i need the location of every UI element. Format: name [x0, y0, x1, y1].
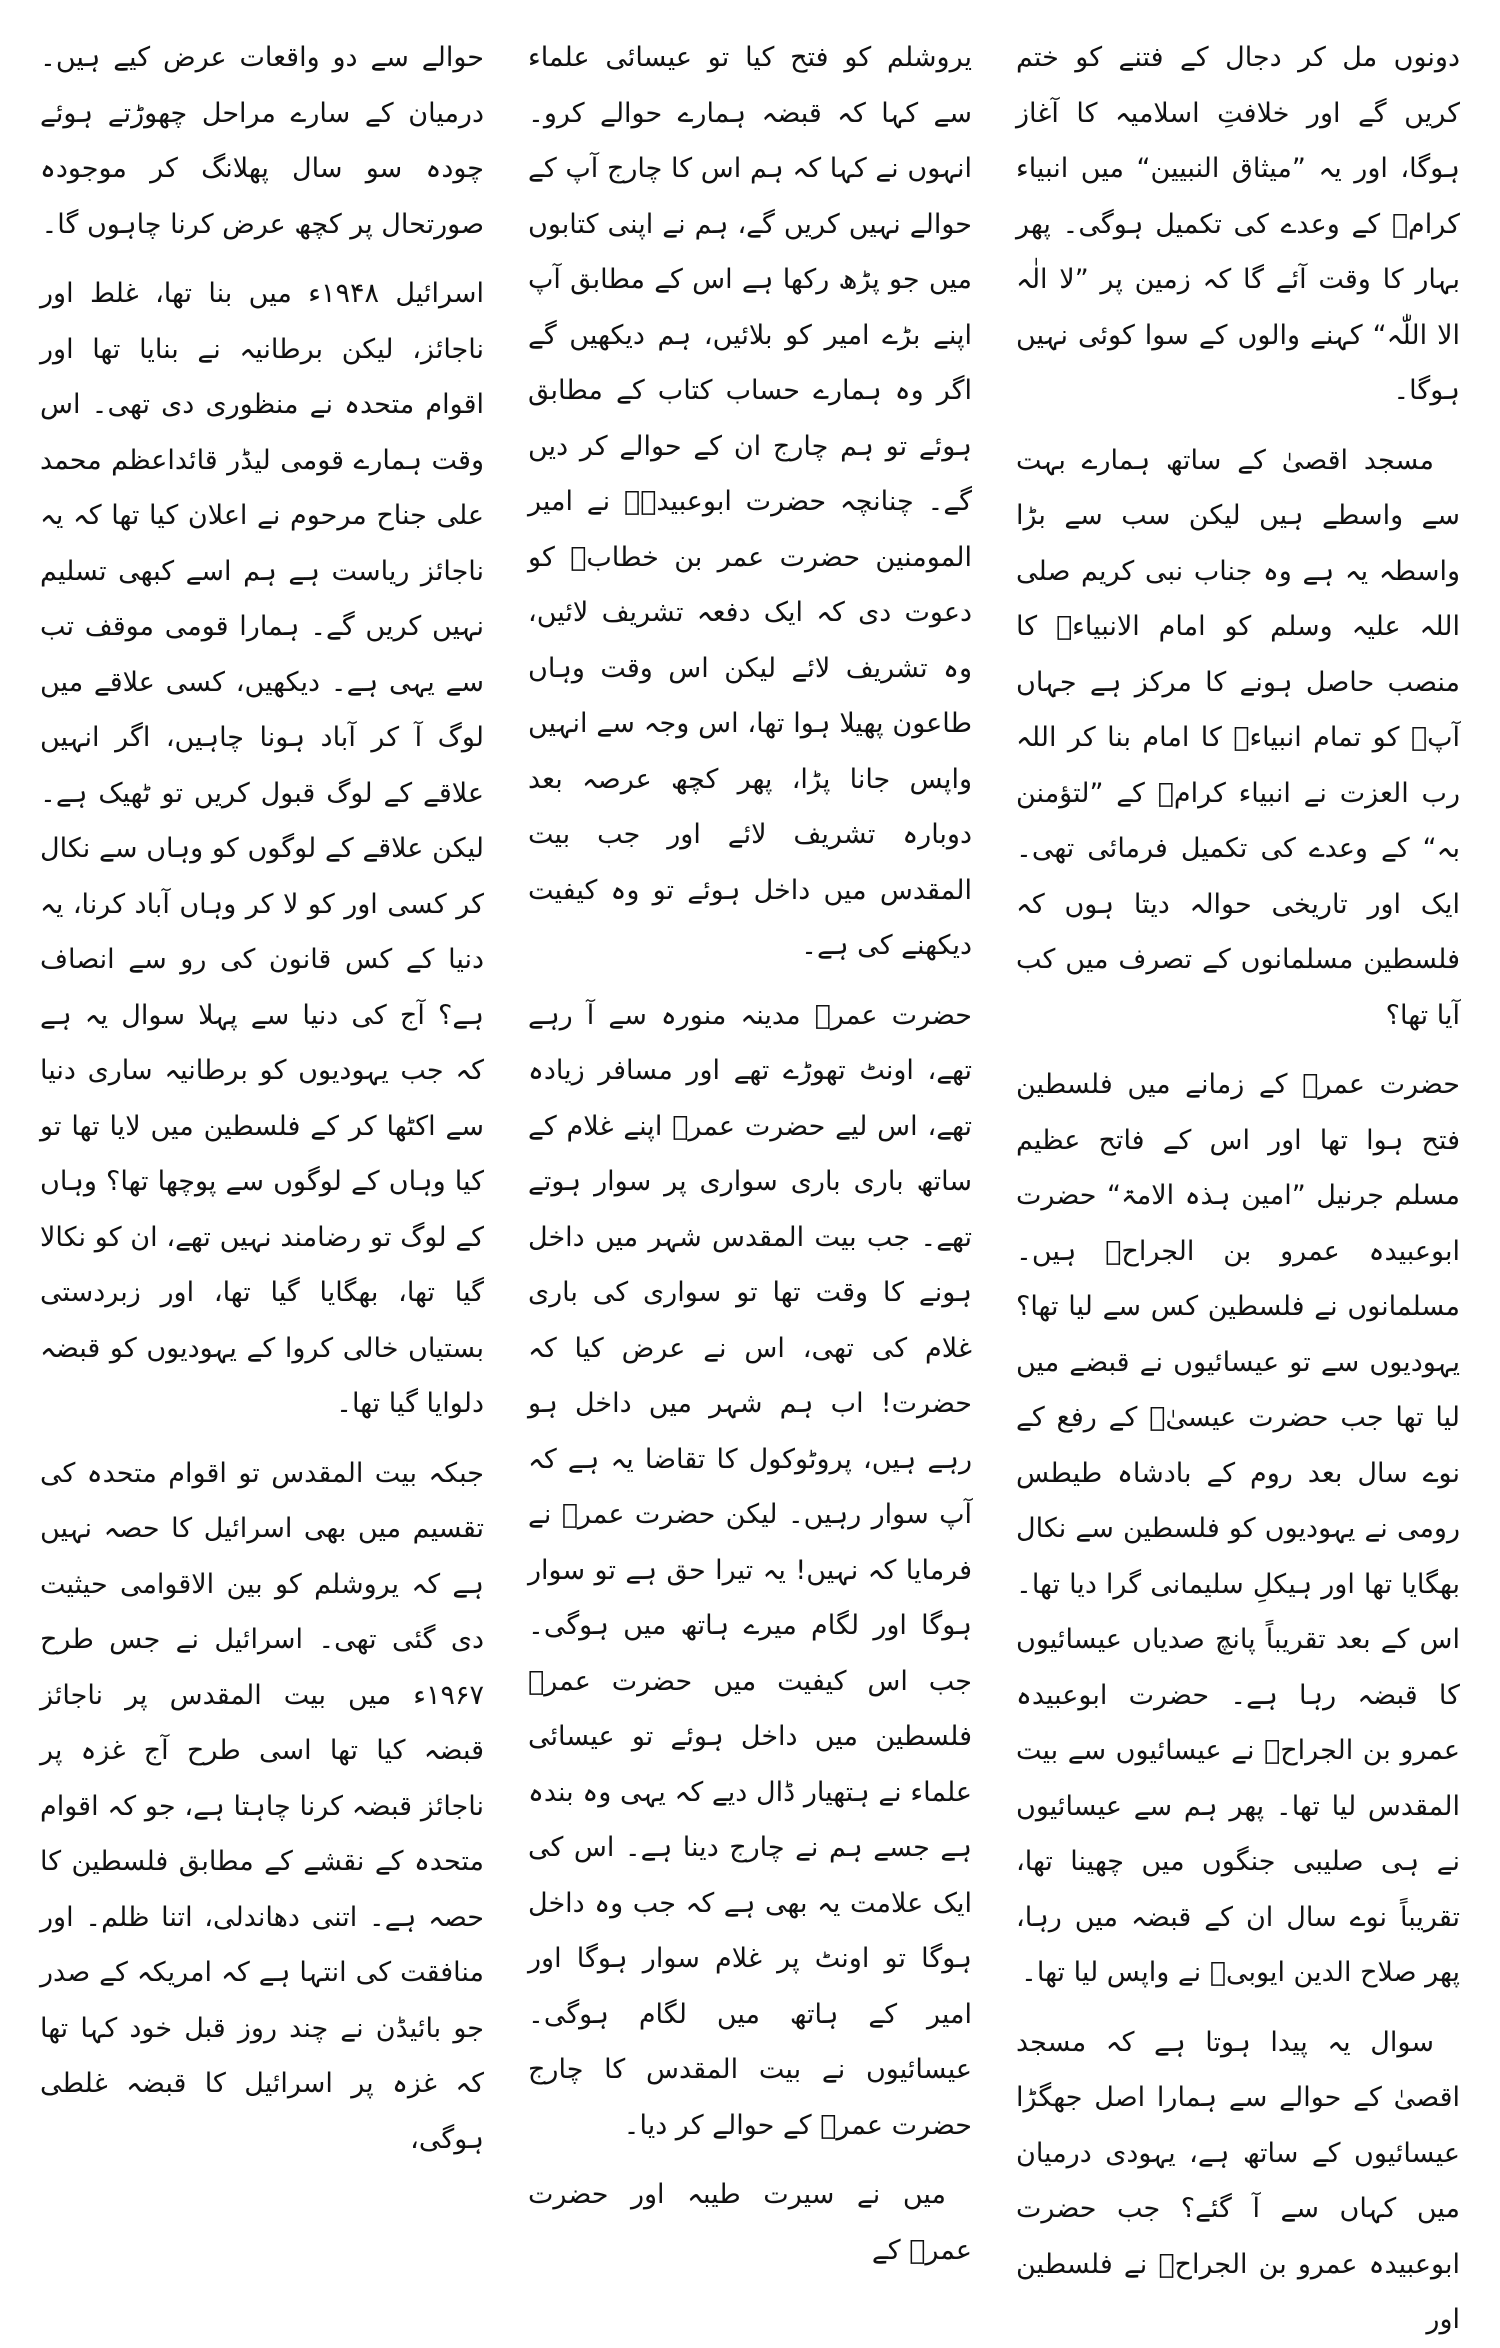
paragraph: مسجد اقصیٰ کے ساتھ ہمارے بہت سے واسطے ہیں لیکن سب سے بڑا واسطہ یہ ہے وہ جناب نبی کریم صلی اللہ علیہ وسلم کو امام الانبیاءؑ کا منصب حاصل ہونے کا مرکز ہے جہاں آپؐ کو تمام انبیاءؑ کا امام بنا کر اللہ رب العزت نے انبیاء کرامؑ کے ”لتؤمنن بہ“ کے وعدے کی تکمیل فرمائی تھی۔ ایک اور تاریخی حوالہ دیتا ہوں کہ فلسطین مسلمانوں کے تصرف میں کب آیا تھا؟	[1016, 444, 1460, 1031]
paragraph: میں نے سیرت طیبہ اور حضرت عمرؓ کے	[528, 2179, 972, 2266]
paragraph: سوال یہ پیدا ہوتا ہے کہ مسجد اقصیٰ کے حوالے سے ہمارا اصل جھگڑا عیسائیوں کے ساتھ ہے، یہودی درمیان میں کہاں سے آ گئے؟ جب حضرت ابوعبیدہ عمرو بن الجراحؓ نے فلسطین اور	[1016, 2026, 1460, 2335]
paragraph: یروشلم کو فتح کیا تو عیسائی علماء سے کہا کہ قبضہ ہمارے حوالے کرو۔ انہوں نے کہا کہ ہم اس کا چارج آپ کے حوالے نہیں کریں گے، ہم نے اپنی کتابوں میں جو پڑھ رکھا ہے اس کے مطابق آپ اپنے بڑے امیر کو بلائیں، ہم دیکھیں گے اگر وہ ہمارے حساب کتاب کے مطابق ہوئے تو ہم چارج ان کے حوالے کر دیں گے۔ چنانچہ حضرت ابوعبیدہؓ نے امیر المومنین حضرت عمر بن خطابؓ کو دعوت دی کہ ایک دفعہ تشریف لائیں، وہ تشریف لائے لیکن اس وقت وہاں طاعون پھیلا ہوا تھا، اس وجہ سے انہیں واپس جانا پڑا، پھر کچھ عرصہ بعد دوبارہ تشریف لائے اور جب بیت المقدس میں داخل ہوئے تو وہ کیفیت دیکھنے کی ہے۔	[528, 42, 972, 961]
text-column-3	[40, 30, 484, 2170]
paragraph: حضرت عمرؓ کے زمانے میں فلسطین فتح ہوا تھا اور اس کے فاتح عظیم مسلم جرنیل ”امین ہذہ الامۃ“ حضرت ابوعبیدہ عمرو بن الجراحؓ ہیں۔ مسلمانوں نے فلسطین کس سے لیا تھا؟ یہودیوں سے تو عیسائیوں نے قبضے میں لیا تھا جب حضرت عیسیٰؑ کے رفع کے نوے سال بعد روم کے بادشاہ طیطس رومی نے یہودیوں کو فلسطین سے نکال بھگایا تھا اور ہیکلِ سلیمانی گرا دیا تھا۔ اس کے بعد تقریباً پانچ صدیاں عیسائیوں کا قبضہ رہا ہے۔ حضرت ابوعبیدہ عمرو بن الجراحؓ نے عیسائیوں سے بیت المقدس لیا تھا۔ پھر ہم سے عیسائیوں نے ہی صلیبی جنگوں میں چھینا تھا، تقریباً نوے سال ان کے قبضہ میں رہا، پھر صلاح الدین ایوبیؒ نے واپس لیا تھا۔	[1016, 1069, 1460, 1988]
paragraph: حضرت عمرؓ مدینہ منورہ سے آ رہے تھے، اونٹ تھوڑے تھے اور مسافر زیادہ تھے، اس لیے حضرت عمرؓ اپنے غلام کے ساتھ باری باری سواری پر سوار ہوتے تھے۔ جب بیت المقدس شہر میں داخل ہونے کا وقت تھا تو سواری کی باری غلام کی تھی، اس نے عرض کیا کہ حضرت! اب ہم شہر میں داخل ہو رہے ہیں، پروٹوکول کا تقاضا یہ ہے کہ آپ سوار رہیں۔ لیکن حضرت عمرؓ نے فرمایا کہ نہیں! یہ تیرا حق ہے تو سوار ہوگا اور لگام میرے ہاتھ میں ہوگی۔ جب اس کیفیت میں حضرت عمرؓ فلسطین میں داخل ہوئے تو عیسائی علماء نے ہتھیار ڈال دیے کہ یہی وہ بندہ ہے جسے ہم نے چارج دینا ہے۔ اس کی ایک علامت یہ بھی ہے کہ جب وہ داخل ہوگا تو اونٹ پر غلام سوار ہوگا اور امیر کے ہاتھ میں لگام ہوگی۔ عیسائیوں نے بیت المقدس کا چارج حضرت عمرؓ کے حوالے کر دیا۔	[528, 999, 972, 2141]
text-column-2	[528, 30, 972, 2266]
paragraph: جبکہ بیت المقدس تو اقوام متحدہ کی تقسیم میں بھی اسرائیل کا حصہ نہیں ہے کہ یروشلم کو بین الاقوامی حیثیت دی گئی تھی۔ اسرائیل نے جس طرح ۱۹۶۷ء میں بیت المقدس پر ناجائز قبضہ کیا تھا اسی طرح آج غزہ پر ناجائز قبضہ کرنا چاہتا ہے، جو کہ اقوام متحدہ کے نقشے کے مطابق فلسطین کا حصہ ہے۔ اتنی دھاندلی، اتنا ظلم۔ اور منافقت کی انتہا ہے کہ امریکہ کے صدر جو بائیڈن نے چند روز قبل خود کہا تھا کہ غزہ پر اسرائیل کا قبضہ غلطی ہوگی،	[40, 1457, 484, 2155]
paragraph: دونوں مل کر دجال کے فتنے کو ختم کریں گے اور خلافتِ اسلامیہ کا آغاز ہوگا، اور یہ ”میثاق النبیین“ میں انبیاء کرامؑ کے وعدے کی تکمیل ہوگی۔ پھر بہار کا وقت آئے گا کہ زمین پر ”لا الٰہ الا اللّٰہ“ کہنے والوں کے سوا کوئی نہیں ہوگا۔	[1016, 42, 1460, 406]
paragraph: حوالے سے دو واقعات عرض کیے ہیں۔ درمیان کے سارے مراحل چھوڑتے ہوئے چودہ سو سال پھلانگ کر موجودہ صورتحال پر کچھ عرض کرنا چاہوں گا۔	[40, 42, 484, 240]
paragraph: اسرائیل ۱۹۴۸ء میں بنا تھا، غلط اور ناجائز، لیکن برطانیہ نے بنایا تھا اور اقوام متحدہ نے منظوری دی تھی۔ اس وقت ہمارے قومی لیڈر قائداعظم محمد علی جناح مرحوم نے اعلان کیا تھا کہ یہ ناجائز ریاست ہے ہم اسے کبھی تسلیم نہیں کریں گے۔ ہمارا قومی موقف تب سے یہی ہے۔ دیکھیں، کسی علاقے میں لوگ آ کر آباد ہونا چاہیں، اگر انہیں علاقے کے لوگ قبول کریں تو ٹھیک ہے۔ لیکن علاقے کے لوگوں کو وہاں سے نکال کر کسی اور کو لا کر وہاں آباد کرنا، یہ دنیا کے کس قانون کی رو سے انصاف ہے؟ آج کی دنیا سے پہلا سوال یہ ہے کہ جب یہودیوں کو برطانیہ ساری دنیا سے اکٹھا کر کے فلسطین میں لایا تھا تو کیا وہاں کے لوگوں سے پوچھا تھا؟ وہاں کے لوگ تو رضامند نہیں تھے، ان کو نکالا گیا تھا، بھگایا گیا تھا، اور زبردستی بستیاں خالی کروا کے یہودیوں کو قبضہ دلوایا گیا تھا۔	[40, 278, 485, 1419]
text-column-1	[1016, 30, 1460, 2335]
